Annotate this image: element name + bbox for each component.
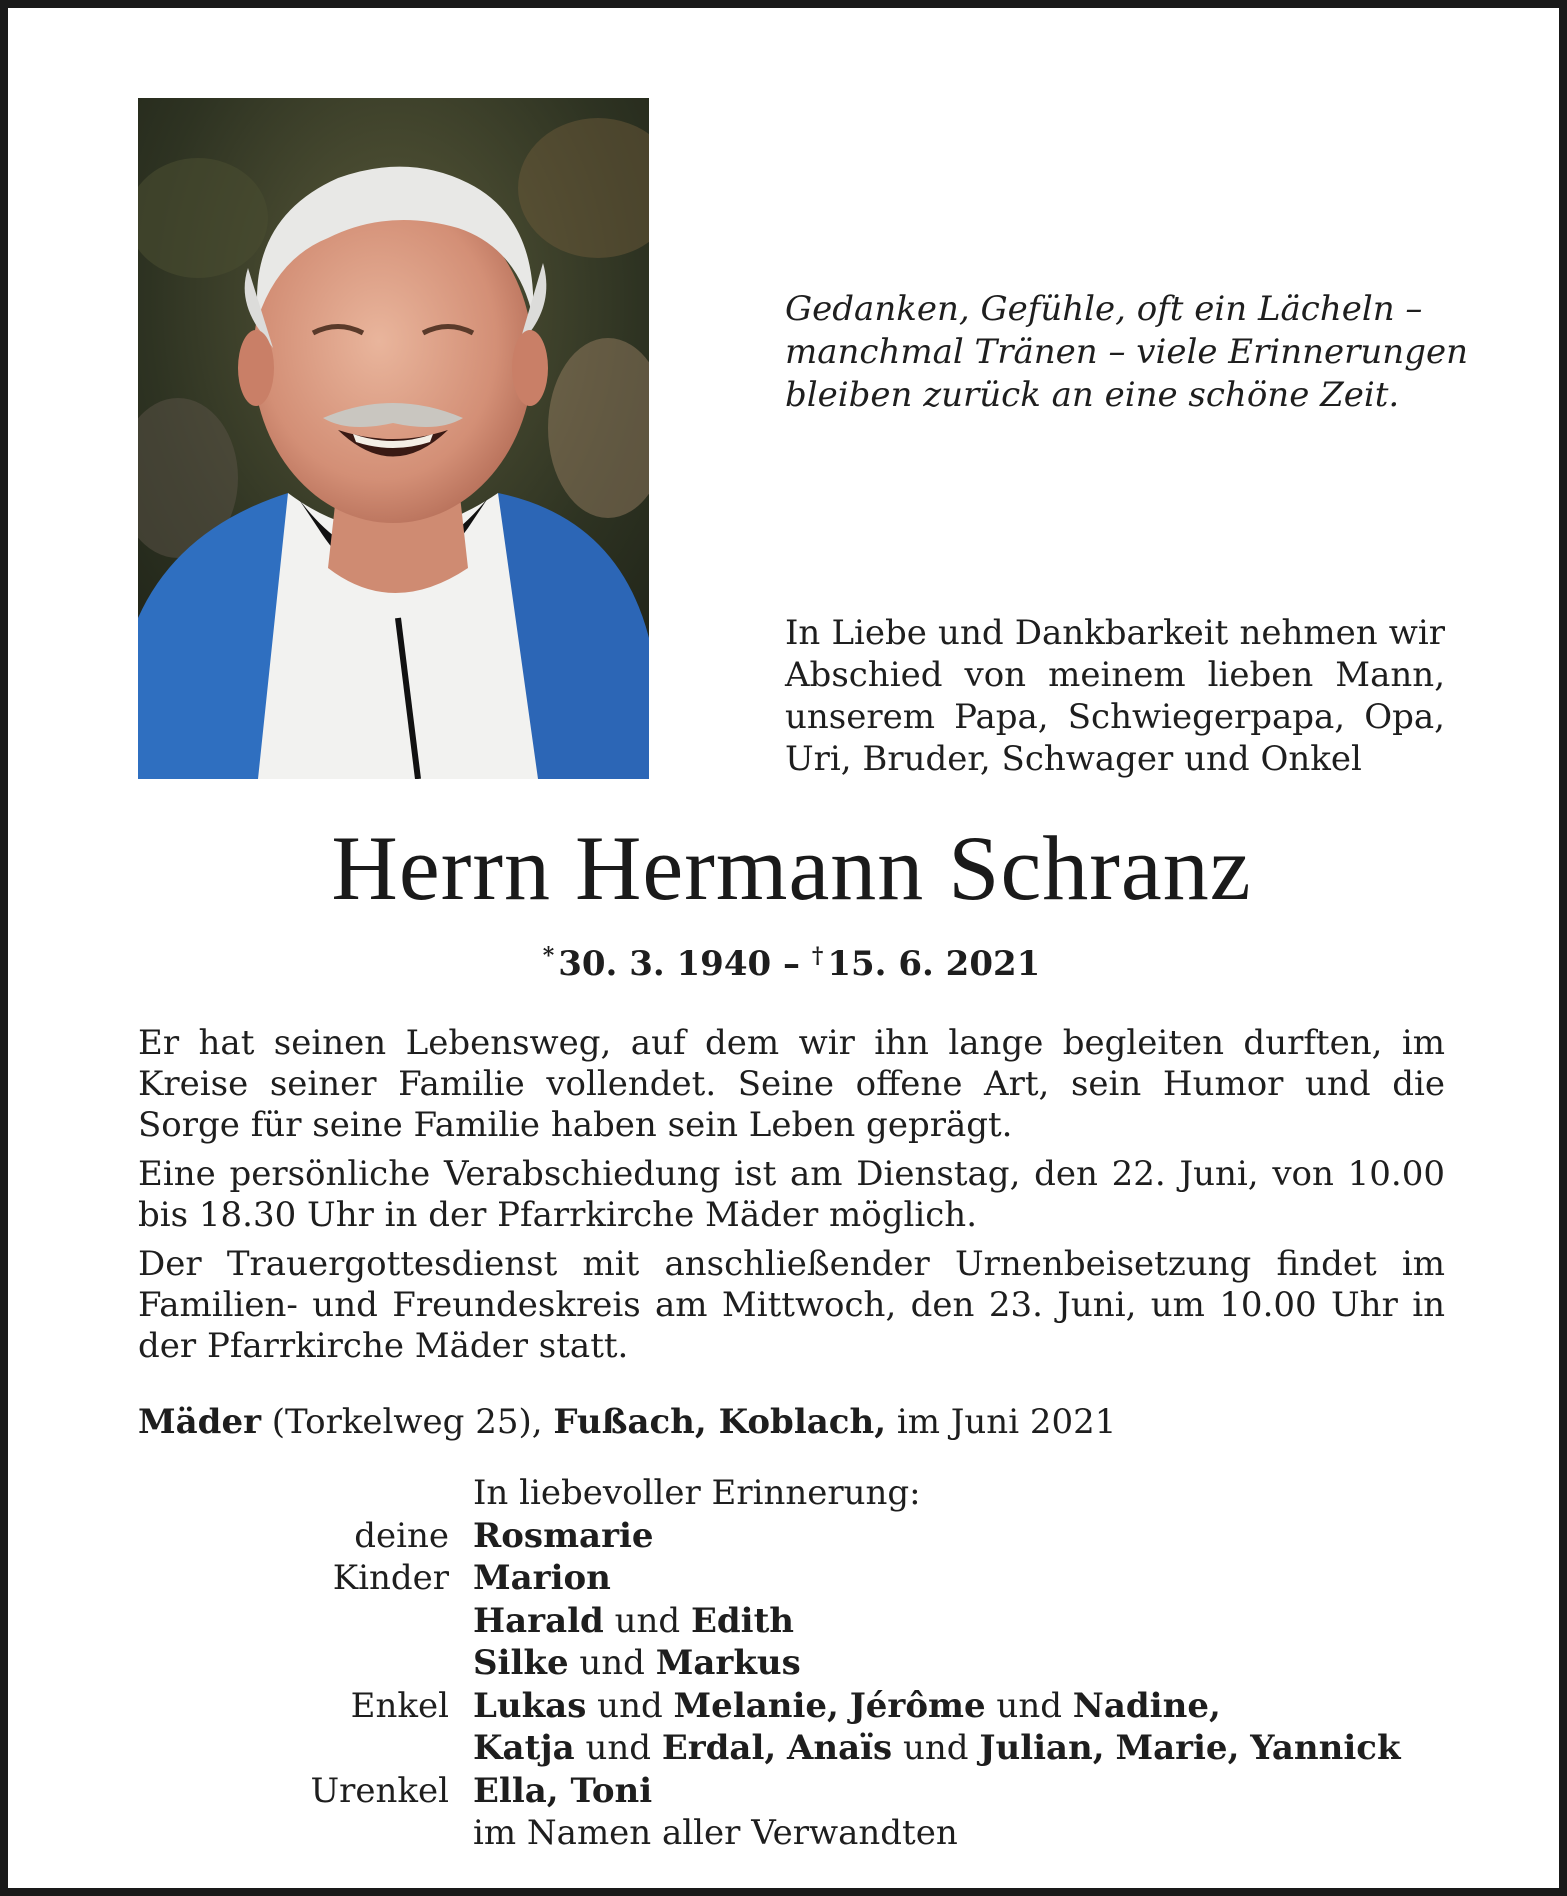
label-grandchildren: Enkel [350,1685,449,1726]
towns-other: Fußach, Koblach, [553,1402,887,1442]
family-heading: In liebevoller Erinnerung: [473,1473,921,1513]
date-separator: – [783,944,800,984]
partner-name: Markus [655,1643,801,1683]
place-date-line [138,1400,1445,1444]
partner-name: Nadine, [1072,1685,1221,1726]
list-item [138,1472,1458,1515]
conjunction: und [579,1643,645,1683]
list-item [138,1812,1458,1855]
paragraph-farewell: Eine persönliche Verabschiedung ist am Dienstag, den 22. Juni, von 10.00 bis 18.30 Uhr in der Pfarrkirche Mäder möglich. [138,1154,1445,1235]
label-children: Kinder [332,1558,449,1598]
conjunction: und [597,1685,663,1726]
town-maeder: Mäder [138,1402,261,1442]
portrait-illustration [138,98,649,779]
partner-name: Melanie, [673,1685,839,1726]
list-item [138,1600,1458,1643]
child-name: Silke [473,1643,569,1683]
list-item [138,1642,1458,1685]
label-greatgrandchildren: Urenkel [310,1770,449,1811]
closing-line: im Namen aller Verwandten [473,1813,958,1853]
paragraph-life: Er hat seinen Lebensweg, auf dem wir ihn lange begleiten durften, im Kreise seiner Familie vollendet. Seine offene Art, sein Humor und die Sorge für seine Familie haben sein Leben geprägt. [138,1023,1445,1145]
intro-text: In Liebe und Dankbarkeit nehmen wir Abschied von meinem lieben Mann, unserem Papa, Schwiegerpapa, Opa, Uri, Bruder, Schwager und Onkel [785,613,1445,779]
conjunction: und [903,1728,969,1768]
grandchild-name: Anaïs [787,1728,893,1768]
conjunction: und [585,1728,651,1768]
life-dates [8,933,1567,987]
grandchild-name: Jérôme [849,1685,986,1726]
partner-name: Erdal, [661,1728,777,1768]
birth-symbol: * [542,943,555,969]
list-item [138,1685,1458,1728]
conjunction: und [614,1600,681,1641]
list-item [138,1557,1458,1600]
child-name: Harald [473,1600,604,1641]
conjunction: und [996,1685,1062,1726]
list-item [138,1770,1458,1813]
obituary-body [138,1023,1445,1375]
address: (Torkelweg 25), [260,1402,554,1442]
list-item [138,1727,1458,1770]
label-wife: deine [354,1515,449,1556]
quote-line: manchmal Tränen – viele Erinnerungen [785,332,1468,372]
birth-date: 30. 3. 1940 [558,944,772,984]
quote-line: bleiben zurück an eine schöne Zeit. [785,375,1400,415]
partner-name: Edith [690,1600,795,1641]
month-year: im Juni 2021 [886,1402,1117,1442]
child-name: Marion [473,1558,611,1598]
deceased-name: Herrn Hermann Schranz [331,817,1252,919]
quote [785,288,1468,417]
grandchild-name: Lukas [473,1685,587,1726]
list-item [138,1515,1458,1558]
family-list [138,1472,1458,1855]
portrait-photo [138,98,649,779]
quote-line: Gedanken, Gefühle, oft ein Lächeln – [785,289,1423,329]
death-symbol: † [811,943,824,969]
grandchild-name: Katja [473,1728,575,1768]
greatgrandchildren-names: Ella, Toni [473,1770,653,1811]
death-date: 15. 6. 2021 [827,944,1041,984]
partner-name: Julian, [979,1728,1105,1768]
wife-name: Rosmarie [473,1515,654,1556]
grandchild-name: Yannick [1250,1728,1401,1768]
paragraph-service: Der Trauergottesdienst mit anschließender Urnenbeisetzung findet im Familien- und Freundeskreis am Mittwoch, den 23. Juni, um 10.00 Uhr in der Pfarrkirche Mäder statt. [138,1244,1445,1366]
grandchild-name: Marie, [1115,1728,1240,1768]
